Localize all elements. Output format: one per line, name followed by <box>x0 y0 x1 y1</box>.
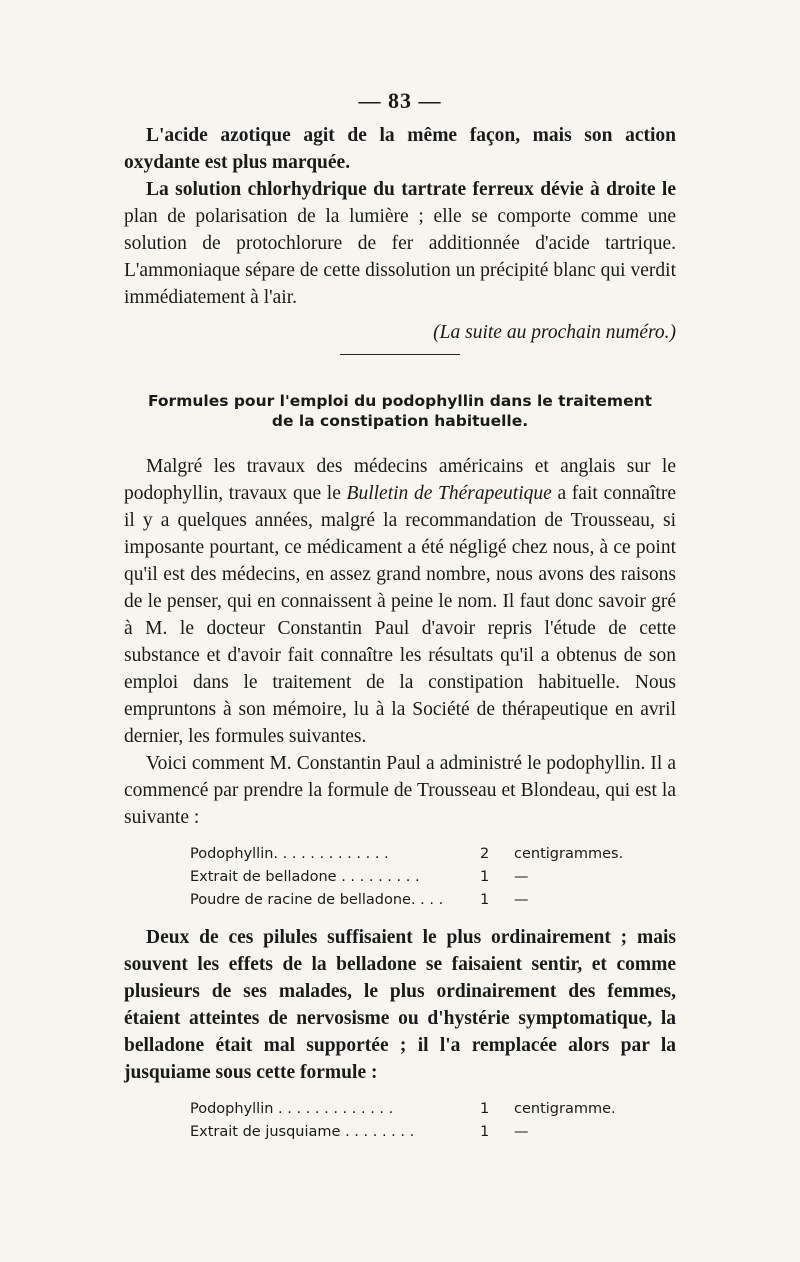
section-divider <box>340 354 460 355</box>
formula-row <box>190 1121 676 1144</box>
ingredient-name: Extrait de belladone . . . . . . . . . <box>190 869 420 885</box>
ingredient-quantity: 2 <box>480 846 490 862</box>
formula-row <box>190 843 676 866</box>
ingredient-unit: centigramme. <box>514 1101 616 1117</box>
section-heading <box>124 391 676 431</box>
paragraph-solution-bold: La solution chlorhydrique du tartrate ferreux dévie à droite le <box>146 179 676 200</box>
ingredient-quantity: 1 <box>480 869 490 885</box>
ingredient-unit: centigrammes. <box>514 846 624 862</box>
paragraph-deux-pilules: Deux de ces pilules suffisaient le plus ordinairement ; mais souvent les effets de la belladone se faisaient sentir, et comme plusieurs de ses malades, le plus ordinairement des femmes, étaient atteintes de nervosisme ou d'hystérie symptomatique, la belladone était mal supportée ; il l'a remplacée alors par la jusquiame sous cette formule : <box>124 927 676 1083</box>
paragraph-malgre-start: Malgré les travaux des médecins américains et anglais sur le podophyllin, travaux que le <box>124 456 676 504</box>
ingredient-quantity: 1 <box>480 1101 490 1117</box>
ingredient-quantity: 1 <box>480 1124 490 1140</box>
ingredient-name: Podophyllin . . . . . . . . . . . . . <box>190 1101 394 1117</box>
formula-jusquiame <box>190 1098 676 1144</box>
paragraph-solution-rest: plan de polarisation de la lumière ; elle se comporte comme une solution de protochlorure de fer additionnée d'acide tartrique. L'ammoniaque sépare de cette dissolution un précipité blanc qui verdit immédiatement à l'air. <box>124 206 676 308</box>
ingredient-name: Podophyllin. . . . . . . . . . . . . <box>190 846 389 862</box>
paragraph-acide-azotique-text: L'acide azotique agit de la même façon, mais son action oxydante est plus marquée. <box>124 125 676 173</box>
ingredient-unit: — <box>514 869 529 885</box>
section-heading-line2: de la constipation habituelle. <box>271 412 529 430</box>
paragraph-malgre <box>124 453 676 750</box>
formula-row <box>190 889 676 912</box>
formula-row <box>190 1098 676 1121</box>
ingredient-unit: — <box>514 1124 529 1140</box>
formula-belladone <box>190 843 676 912</box>
page-number: — 83 — <box>358 88 442 113</box>
paragraph-voici: Voici comment M. Constantin Paul a administré le podophyllin. Il a commencé par prendre la formule de Trousseau et Blondeau, qui est la suivante : <box>124 753 676 828</box>
ingredient-quantity: 1 <box>480 892 490 908</box>
paragraph-malgre-end: a fait connaître il y a quelques années, malgré la recommandation de Trousseau, si imposante pourtant, ce médicament a été négligé chez nous, à ce point qu'il est des médecins, en assez grand nombre, nous avons des raisons de le penser, qui en connaissent à peine le nom. Il faut donc savoir gré à M. le docteur Constantin Paul d'avoir repris l'étude de cette substance et d'avoir fait connaître les résultats qu'il a obtenus de son emploi dans le traitement de la constipation habituelle. Nous empruntons à son mémoire, lu à la Société de thérapeutique en avril dernier, les formules suivantes. <box>124 483 676 747</box>
ingredient-name: Extrait de jusquiame . . . . . . . . <box>190 1124 415 1140</box>
section-heading-line1: Formules pour l'emploi du podophyllin dans le traitement <box>147 392 653 410</box>
journal-title: Bulletin de Thérapeutique <box>346 483 552 504</box>
suite-note: (La suite au prochain numéro.) <box>433 322 676 343</box>
text-column <box>124 122 676 1156</box>
ingredient-unit: — <box>514 892 529 908</box>
ingredient-name: Poudre de racine de belladone. . . . <box>190 892 444 908</box>
paragraph-solution-chlorhydrique <box>124 176 676 311</box>
paragraph-acide-azotique <box>124 122 676 176</box>
formula-row <box>190 866 676 889</box>
